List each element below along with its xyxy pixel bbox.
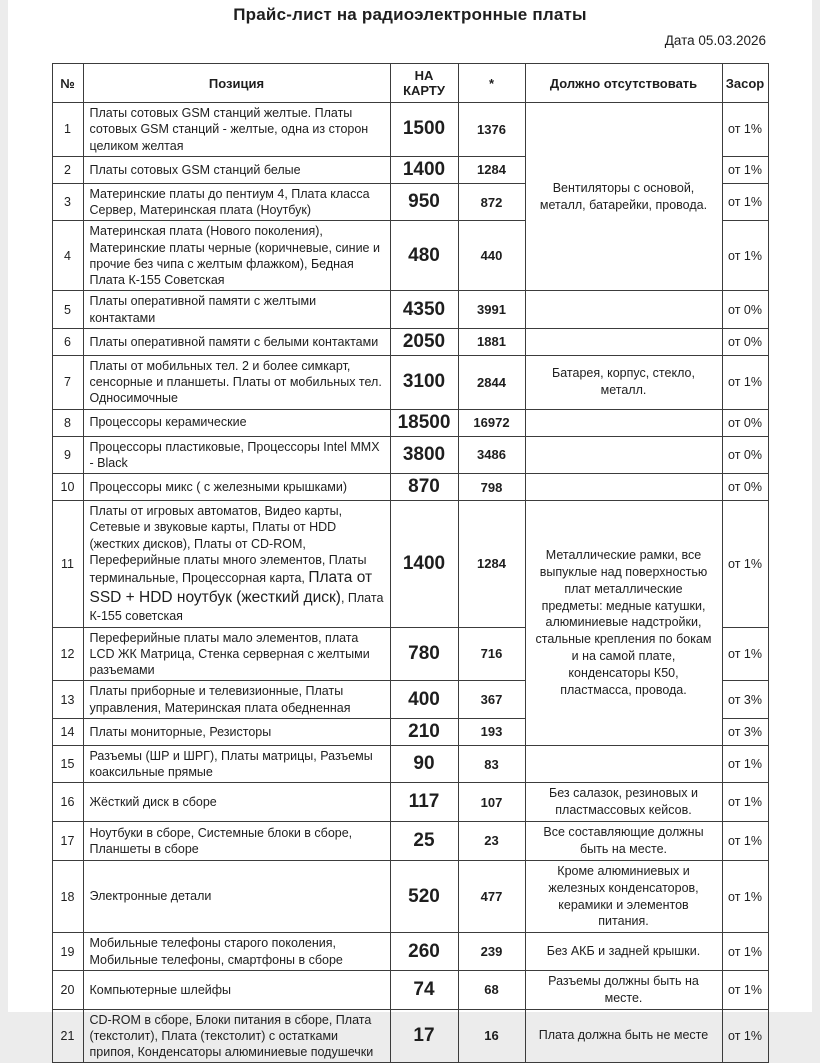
must-be-absent-cell: Без салазок, резиновых и пластмассовых кейсов.: [525, 783, 722, 822]
position-cell: [83, 436, 390, 474]
position-cell: [83, 783, 390, 822]
star-price-cell: 83: [458, 745, 525, 783]
star-price-cell: 477: [458, 860, 525, 933]
position-cell: [83, 933, 390, 971]
position-cell: [83, 822, 390, 861]
table-header-row: [52, 64, 768, 103]
card-price-cell: 25: [390, 822, 458, 861]
position-text-segment: Ноутбуки в сборе, Системные блоки в сборе, Планшеты в сборе: [89, 825, 353, 856]
star-price-cell: 193: [458, 718, 525, 745]
clog-percent-cell: от 1%: [722, 501, 768, 628]
table-row: [52, 436, 768, 474]
card-price-cell: 870: [390, 474, 458, 501]
must-be-absent-cell: Вентиляторы с основой, металл, батарейки, провода.: [525, 103, 722, 291]
row-number-cell: 7: [52, 355, 83, 409]
position-cell: [83, 183, 390, 221]
star-price-cell: 16: [458, 1009, 525, 1063]
table-row: [52, 409, 768, 436]
table-row: [52, 822, 768, 861]
position-cell: [83, 718, 390, 745]
card-price-cell: 74: [390, 970, 458, 1009]
star-price-cell: 68: [458, 970, 525, 1009]
row-number-cell: 17: [52, 822, 83, 861]
table-row: [52, 355, 768, 409]
row-number-cell: 3: [52, 183, 83, 221]
must-be-absent-cell: Кроме алюминиевых и железных конденсаторов, керамики и элементов питания.: [525, 860, 722, 933]
price-table: [52, 63, 769, 1063]
star-price-cell: 716: [458, 627, 525, 681]
row-number-cell: 2: [52, 156, 83, 183]
must-be-absent-cell: Все составляющие должны быть на месте.: [525, 822, 722, 861]
card-price-cell: 117: [390, 783, 458, 822]
position-cell: [83, 291, 390, 329]
clog-percent-cell: от 3%: [722, 681, 768, 719]
position-text-segment: CD-ROM в сборе, Блоки питания в сборе, Плата (текстолит), Плата (текстолит) с остатками припоя, Конденсаторы алюминиевые подушечки: [89, 1012, 374, 1060]
position-cell: [83, 103, 390, 157]
star-price-cell: 872: [458, 183, 525, 221]
star-price-cell: 2844: [458, 355, 525, 409]
star-price-cell: 239: [458, 933, 525, 971]
must-be-absent-cell: [525, 409, 722, 436]
row-number-cell: 11: [52, 501, 83, 628]
position-text-segment: Плата от SSD + HDD ноутбук (жесткий диск): [89, 569, 373, 607]
header-number: №: [52, 64, 83, 103]
position-text-segment: , Плата К-155 советская: [89, 591, 384, 624]
row-number-cell: 15: [52, 745, 83, 783]
must-be-absent-cell: [525, 745, 722, 783]
card-price-cell: 520: [390, 860, 458, 933]
clog-percent-cell: от 1%: [722, 1009, 768, 1063]
position-text-segment: Платы от мобильных тел. 2 и более симкарт, сенсорные и планшеты. Платы от мобильных тел. Односимочные: [89, 358, 382, 406]
row-number-cell: 21: [52, 1009, 83, 1063]
position-cell: [83, 970, 390, 1009]
table-row: [52, 474, 768, 501]
star-price-cell: 16972: [458, 409, 525, 436]
table-row: [52, 933, 768, 971]
row-number-cell: 12: [52, 627, 83, 681]
row-number-cell: 18: [52, 860, 83, 933]
card-price-cell: 1500: [390, 103, 458, 157]
clog-percent-cell: от 3%: [722, 718, 768, 745]
header-must-be-absent: Должно отсутствовать: [525, 64, 722, 103]
card-price-cell: 950: [390, 183, 458, 221]
header-clog: Засор: [722, 64, 768, 103]
row-number-cell: 9: [52, 436, 83, 474]
clog-percent-cell: от 1%: [722, 156, 768, 183]
position-text-segment: Компьютерные шлейфы: [89, 982, 232, 997]
row-number-cell: 14: [52, 718, 83, 745]
card-price-cell: 2050: [390, 328, 458, 355]
star-price-cell: 107: [458, 783, 525, 822]
position-cell: [83, 1009, 390, 1063]
header-star: *: [458, 64, 525, 103]
position-text-segment: Мобильные телефоны старого поколения, Мобильные телефоны, смартфоны в сборе: [89, 936, 343, 967]
position-text-segment: Платы приборные и телевизионные, Платы управления, Материнская плата обедненная: [89, 684, 351, 715]
must-be-absent-cell: Батарея, корпус, стекло, металл.: [525, 355, 722, 409]
clog-percent-cell: от 0%: [722, 291, 768, 329]
page-title: Прайс-лист на радиоэлектронные платы: [233, 5, 587, 24]
position-text-segment: Платы оперативной памяти с белыми контактами: [89, 334, 379, 349]
card-price-cell: 3100: [390, 355, 458, 409]
clog-percent-cell: от 0%: [722, 474, 768, 501]
position-cell: [83, 409, 390, 436]
card-price-cell: 17: [390, 1009, 458, 1063]
table-row: [52, 1009, 768, 1063]
row-number-cell: 8: [52, 409, 83, 436]
table-row: [52, 103, 768, 157]
row-number-cell: 20: [52, 970, 83, 1009]
position-text-segment: Переферийные платы мало элементов, плата LCD ЖК Матрица, Стенка серверная с желтыми разъемами: [89, 630, 370, 678]
header-position: Позиция: [83, 64, 390, 103]
card-price-cell: 260: [390, 933, 458, 971]
card-price-cell: 3800: [390, 436, 458, 474]
must-be-absent-cell: Без АКБ и задней крышки.: [525, 933, 722, 971]
row-number-cell: 13: [52, 681, 83, 719]
clog-percent-cell: от 1%: [722, 970, 768, 1009]
card-price-cell: 90: [390, 745, 458, 783]
star-price-cell: 1376: [458, 103, 525, 157]
star-price-cell: 1284: [458, 501, 525, 628]
card-price-cell: 210: [390, 718, 458, 745]
clog-percent-cell: от 1%: [722, 355, 768, 409]
table-row: [52, 860, 768, 933]
position-text-segment: Платы оперативной памяти с желтыми контактами: [89, 294, 317, 325]
clog-percent-cell: от 1%: [722, 783, 768, 822]
position-cell: [83, 745, 390, 783]
clog-percent-cell: от 1%: [722, 745, 768, 783]
card-price-cell: 480: [390, 221, 458, 291]
position-text-segment: Электронные детали: [89, 889, 212, 904]
must-be-absent-cell: [525, 474, 722, 501]
clog-percent-cell: от 0%: [722, 328, 768, 355]
clog-percent-cell: от 1%: [722, 933, 768, 971]
clog-percent-cell: от 0%: [722, 409, 768, 436]
table-row: [52, 328, 768, 355]
star-price-cell: 23: [458, 822, 525, 861]
star-price-cell: 798: [458, 474, 525, 501]
position-cell: [83, 221, 390, 291]
card-price-cell: 780: [390, 627, 458, 681]
row-number-cell: 19: [52, 933, 83, 971]
position-cell: [83, 328, 390, 355]
position-text-segment: Разъемы (ШР и ШРГ), Платы матрицы, Разъемы коаксильные прямые: [89, 748, 373, 780]
table-row: [52, 783, 768, 822]
row-number-cell: 16: [52, 783, 83, 822]
date-label: Дата 05.03.2026: [664, 33, 766, 48]
row-number-cell: 4: [52, 221, 83, 291]
star-price-cell: 1881: [458, 328, 525, 355]
position-text-segment: Платы от игровых автоматов, Видео карты, Сетевые и звуковые карты, Платы от HDD (жестких дисков), Платы от CD-ROM, Переферийные платы много элементов, Платы терминальные, Процессорная карта,: [89, 504, 367, 585]
clog-percent-cell: от 1%: [722, 860, 768, 933]
clog-percent-cell: от 1%: [722, 822, 768, 861]
position-cell: [83, 681, 390, 719]
clog-percent-cell: от 1%: [722, 103, 768, 157]
position-text-segment: Материнские платы до пентиум 4, Плата класса Сервер, Материнская плата (Ноутбук): [89, 186, 370, 217]
position-text-segment: Материнская плата (Нового поколения), Материнские платы черные (коричневые, синие и прочие без чипа с желтым флажком), Бедная Плата К-155 Советская: [89, 224, 380, 287]
must-be-absent-cell: Металлические рамки, все выпуклые над поверхностью плат металлические предметы: медные катушки, алюминиевые надстройки, стальные крепления по бокам и на самой плате, конденсаторы К50, пластмасса, провода.: [525, 501, 722, 746]
card-price-cell: 400: [390, 681, 458, 719]
position-cell: [83, 355, 390, 409]
clog-percent-cell: от 1%: [722, 183, 768, 221]
position-cell: [83, 501, 390, 628]
star-price-cell: 3991: [458, 291, 525, 329]
must-be-absent-cell: [525, 291, 722, 329]
must-be-absent-cell: Плата должна быть не месте: [525, 1009, 722, 1063]
position-cell: [83, 860, 390, 933]
table-row: [52, 501, 768, 628]
clog-percent-cell: от 1%: [722, 221, 768, 291]
position-text-segment: Платы сотовых GSM станций белые: [89, 162, 301, 177]
position-text-segment: Процессоры керамические: [89, 415, 247, 430]
row-number-cell: 6: [52, 328, 83, 355]
position-cell: [83, 474, 390, 501]
must-be-absent-cell: [525, 328, 722, 355]
clog-percent-cell: от 1%: [722, 627, 768, 681]
table-row: [52, 291, 768, 329]
position-cell: [83, 627, 390, 681]
table-row: [52, 970, 768, 1009]
position-text-segment: Платы мониторные, Резисторы: [89, 724, 272, 739]
star-price-cell: 3486: [458, 436, 525, 474]
row-number-cell: 5: [52, 291, 83, 329]
card-price-cell: 1400: [390, 156, 458, 183]
card-price-cell: 1400: [390, 501, 458, 628]
card-price-cell: 4350: [390, 291, 458, 329]
position-text-segment: Платы сотовых GSM станций желтые. Платы сотовых GSM станций - желтые, одна из сторон целиком желтая: [89, 106, 369, 153]
star-price-cell: 440: [458, 221, 525, 291]
position-cell: [83, 156, 390, 183]
position-text-segment: Жёсткий диск в сборе: [89, 795, 217, 810]
star-price-cell: 367: [458, 681, 525, 719]
clog-percent-cell: от 0%: [722, 436, 768, 474]
must-be-absent-cell: Разъемы должны быть на месте.: [525, 970, 722, 1009]
header-card-price: НА КАРТУ: [390, 64, 458, 103]
position-text-segment: Процессоры пластиковые, Процессоры Intel MMX - Black: [89, 439, 380, 470]
document-page: [8, 0, 812, 1060]
row-number-cell: 10: [52, 474, 83, 501]
must-be-absent-cell: [525, 436, 722, 474]
table-row: [52, 745, 768, 783]
position-text-segment: Процессоры микс ( с железными крышками): [89, 479, 348, 494]
star-price-cell: 1284: [458, 156, 525, 183]
row-number-cell: 1: [52, 103, 83, 157]
card-price-cell: 18500: [390, 409, 458, 436]
